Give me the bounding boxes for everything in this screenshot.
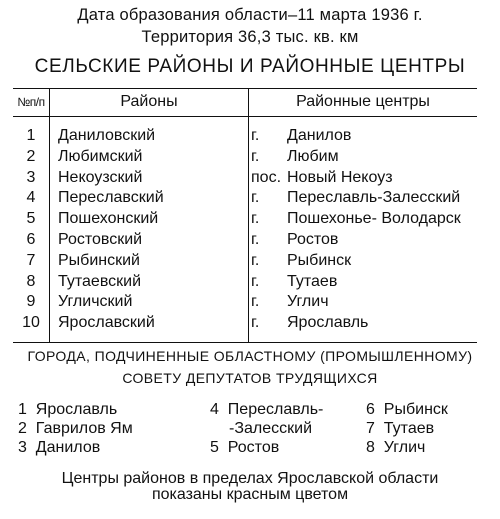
city-item [366,420,434,438]
table-row [13,168,477,189]
district-name: Ростовский [50,230,249,251]
center-type: г. [251,127,260,144]
row-number: 3 [13,168,50,189]
center-type: г. [251,210,260,228]
row-number: 8 [13,272,50,293]
city-name: Углич [383,439,426,456]
row-number: 2 [13,147,50,168]
city-item [18,439,100,457]
formation-date-line: Дата образования области–11 марта 1936 г. [77,6,423,24]
cities-title-line1: ГОРОДА, ПОДЧИНЕННЫЕ ОБЛАСТНОМУ (ПРОМЫШЛЕННОМУ) [27,348,473,364]
city-name: Переславль- [227,401,324,418]
row-number: 7 [13,251,50,272]
center-type: г. [251,272,260,290]
city-number: 5 [210,439,219,456]
center-name: Рыбинск [287,251,352,269]
table-row [13,188,477,209]
col-center-header: Районные центры [249,89,478,117]
cities-title-line2: СОВЕТУ ДЕПУТАТОВ ТРУДЯЩИХСЯ [122,370,378,386]
city-number: 3 [18,439,27,456]
center-type: г. [249,313,288,342]
center-type: г. [251,147,260,165]
table-row [13,292,477,313]
table-row [13,272,477,293]
city-name: Гаврилов Ям [35,420,133,437]
table-row [13,251,477,272]
city-name: Ярославль [35,401,118,418]
city-number: 7 [366,420,375,437]
row-number: 9 [13,292,50,313]
districts-header-row [13,89,477,117]
district-name: Переславский [50,188,249,209]
city-name: Ростов [227,439,280,456]
center-name: Данилов [287,127,352,144]
city-item [210,401,323,419]
center-name: Ростов [287,230,339,248]
city-number: 8 [366,439,375,456]
table-row [13,209,477,230]
table-row [13,230,477,251]
col-district-header: Районы [50,89,249,117]
city-item [366,439,425,457]
district-name: Ярославский [50,313,249,342]
center-type: г. [251,189,260,207]
city-item [18,401,117,419]
center-name: Ярославль [287,313,477,342]
city-item [366,401,448,419]
center-type: г. [251,251,260,269]
district-name: Некоузский [50,168,249,189]
district-name: Даниловский [50,117,249,147]
row-number: 4 [13,188,50,209]
city-name: Данилов [35,439,101,456]
center-name: Пошехонье- Володарск [287,210,461,228]
center-type: г. [251,230,260,248]
districts-table [13,88,477,343]
footnote-line2: показаны красным цветом [151,486,349,503]
center-type: пос. [251,168,282,186]
district-name: Рыбинский [50,251,249,272]
row-number: 10 [13,313,50,342]
districts-title: СЕЛЬСКИЕ РАЙОНЫ И РАЙОННЫЕ ЦЕНТРЫ [34,56,466,77]
row-number: 1 [13,117,50,147]
territory-line: Территория 36,3 тыс. кв. км [141,28,359,46]
center-name: Любим [287,147,339,165]
city-number: 6 [366,401,375,418]
city-name: Тутаев [383,420,435,437]
city-number: 1 [18,401,27,418]
row-number: 6 [13,230,50,251]
center-name: Новый Некоуз [287,168,393,186]
city-number: 2 [18,420,27,437]
table-row [13,313,477,342]
footnote-line1: Центры районов в пределах Ярославской области [61,470,439,487]
city-item [18,420,133,438]
city-name: -Залесский [229,420,312,437]
center-type: г. [251,293,260,311]
district-name: Тутаевский [50,272,249,293]
center-name: Углич [287,293,329,311]
city-number: 4 [210,401,219,418]
row-number: 5 [13,209,50,230]
district-name: Угличский [50,292,249,313]
city-item [210,439,279,457]
city-name: Рыбинск [383,401,448,418]
table-row [13,117,477,147]
district-name: Пошехонский [50,209,249,230]
city-item-continuation [229,420,312,438]
table-row [13,147,477,168]
center-name: Тутаев [287,272,338,290]
col-number-header: №п/п [13,89,50,117]
center-name: Переславль-Залесский [287,189,461,207]
district-name: Любимский [50,147,249,168]
